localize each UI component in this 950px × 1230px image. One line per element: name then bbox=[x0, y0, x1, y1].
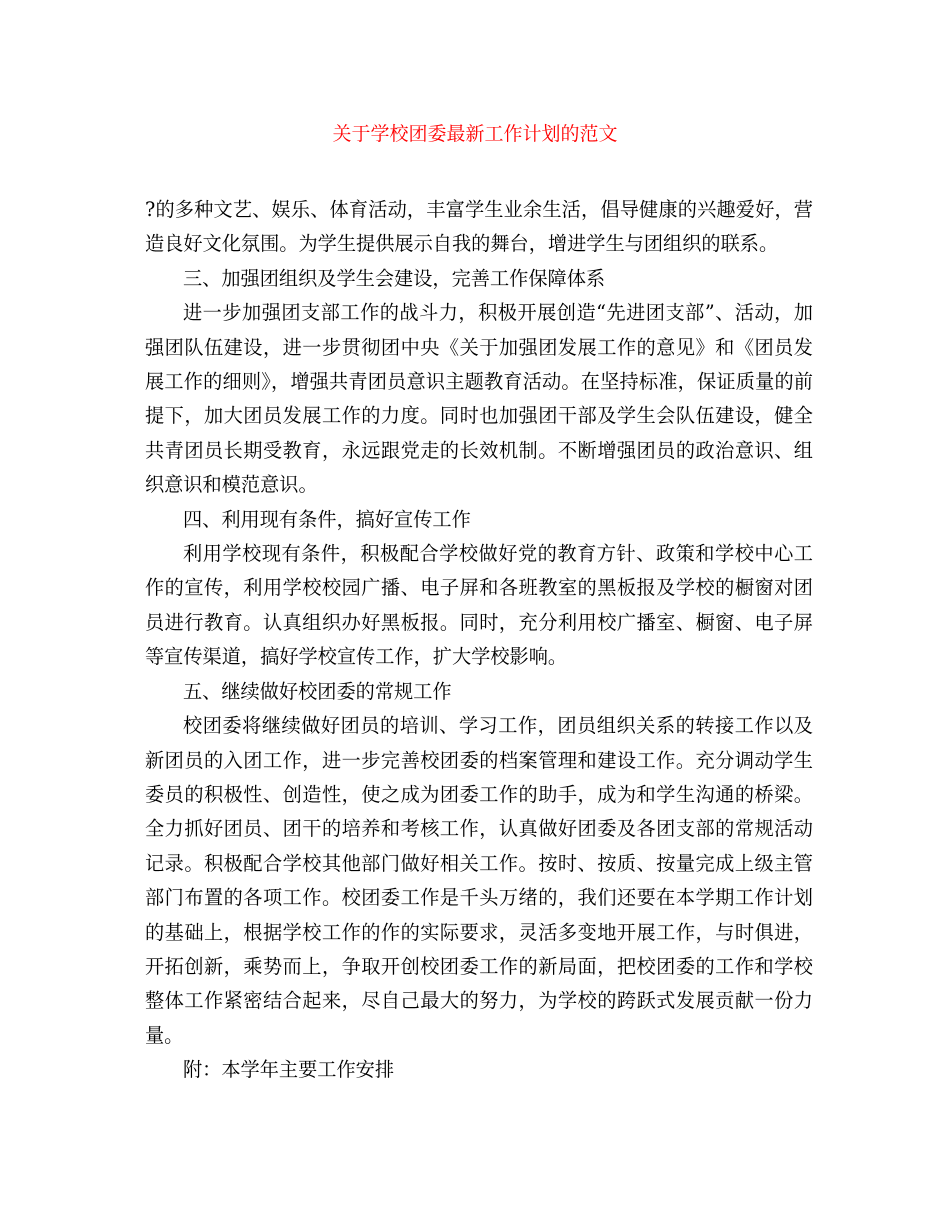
appendix-heading: 附：本学年主要工作安排 bbox=[183, 1058, 395, 1082]
section-heading-3: 三、加强团组织及学生会建设，完善工作保障体系 bbox=[183, 266, 606, 290]
document-title: 关于学校团委最新工作计划的范文 bbox=[332, 123, 618, 145]
paragraph-section-5: 校团委将继续做好团员的培训、学习工作，团员组织关系的转接工作以及新团员的入团工作，进一步完善校团委的档案管理和建设工作。充分调动学生委员的积极性、创造性，使之成为团委工作的助手，成为和学生沟通的桥梁。全力抓好团员、团干的培养和考核工作，认真做好团委及各团支部的常规活动记录。积极配合学校其他部门做好相关工作。按时、按质、按量完成上级主管部门布置的各项工作。校团委工作是千头万绪的，我们还要在本学期工作计划的基础上，根据学校工作的作的实际要求，灵活多变地开展工作，与时俱进，开拓创新，乘势而上，争取开创校团委工作的新局面，把校团委的工作和学校整体工作紧密结合起来，尽自己最大的努力，为学校的跨跃式发展贡献一份力量。 bbox=[145, 714, 813, 1047]
paragraph-continuation: ?的多种文艺、娱乐、体育活动，丰富学生业余生活，倡导健康的兴趣爱好，营造良好文化氛围。为学生提供展示自我的舞台，增进学生与团组织的联系。 bbox=[145, 198, 813, 256]
paragraph-section-4: 利用学校现有条件，积极配合学校做好党的教育方针、政策和学校中心工作的宣传，利用学校校园广播、电子屏和各班教室的黑板报及学校的橱窗对团员进行教育。认真组织办好黑板报。同时，充分利用校广播室、橱窗、电子屏等宣传渠道，搞好学校宣传工作，扩大学校影响。 bbox=[145, 542, 813, 669]
paragraph-section-3: 进一步加强团支部工作的战斗力，积极开展创造“先进团支部”、活动，加强团队伍建设，进一步贯彻团中央《关于加强团发展工作的意见》和《团员发展工作的细则》，增强共青团员意识主题教育活动。在坚持标准，保证质量的前提下，加大团员发展工作的力度。同时也加强团干部及学生会队伍建设，健全共青团员长期受教育，永远跟党走的长效机制。不断增强团员的政治意识、组织意识和模范意识。 bbox=[145, 301, 813, 497]
section-heading-5: 五、继续做好校团委的常规工作 bbox=[183, 679, 452, 703]
section-heading-4: 四、利用现有条件，搞好宣传工作 bbox=[183, 507, 471, 531]
document-body bbox=[145, 193, 813, 1088]
